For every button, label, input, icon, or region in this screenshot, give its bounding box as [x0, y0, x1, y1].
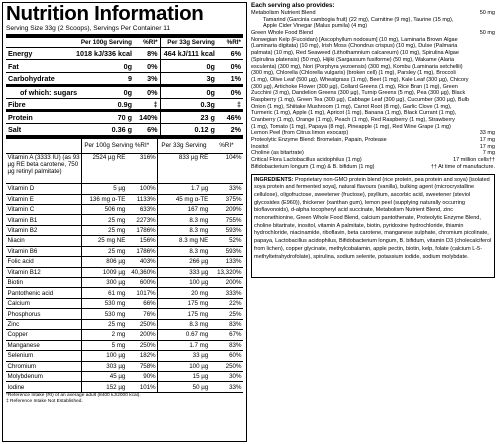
vitamin-row: [6, 267, 243, 277]
panel-title: Nutrition Information: [6, 2, 204, 25]
blend-name: Green Whole Food Blend: [251, 30, 314, 37]
blend-amount: 50 mg: [479, 10, 495, 16]
blend-amount: 50 mg: [479, 30, 495, 37]
nutrient-line: [251, 130, 495, 137]
value-per-100g: 25 mg: [82, 225, 127, 235]
value-per-33g: 333 µg: [158, 267, 210, 277]
nutrient-label: Vitamin B12: [6, 267, 82, 277]
ri-per-33g: 13,320%: [210, 267, 243, 277]
nutrient-name: Proteolytic Enzyme Blend: Bromelain, Papain, Protease: [251, 137, 387, 144]
ri-per-33g: 33%: [210, 382, 243, 392]
value-per-33g: 8.3 mg NE: [158, 236, 210, 246]
ri-per-33g: 375%: [210, 194, 243, 204]
vitamin-row: [6, 330, 243, 340]
value-per-100g: 5 mg: [82, 340, 127, 350]
ri-per-33g: 33%: [210, 184, 243, 194]
supplement-title: Each serving also provides:: [251, 2, 335, 9]
value-per-100g: 152 µg: [82, 382, 127, 392]
nutrient-label: of which: sugars: [6, 85, 68, 98]
ri-per-33g: 52%: [210, 236, 243, 246]
vitamin-row: [6, 184, 243, 194]
macro-header-row: [6, 38, 243, 47]
blend-contents: Norwegian Kelp (Fucoidan) [Ascophyllum nodosum] (10 mg), Laminaria Brown Algae (Laminaria digitata) (10 mg), Irish Moss (Chondrus crispus) (10 mg), Dulse (Palmaria palmata) (10 mg), Red Seaweed (Lithothamnium calcareum) (10 mg), Spirulina Algae (Spirulina platensis) (50 mg), Hijiki (Sargassum fusiforme) (50 mg), Wakame (Alaria esculenta) (300 mg), Nori (Porphyra yezoensis) (300 mg), Kombu (Laminaria setchellii) (300 mg), Chlorella (Chlorella vulgaris) (broken cell) (1 mg), Parsley (1 mg), Broccoli (1 mg), Olive Leaf (500 µg), Wheatgrass (1 mg), Beet (1 mg), Kale Leaf (300 µg), Chicory (300 µg), Artichoke Flower (300 µg), Collard Greens (1 mg), Rice Bran (1 mg), Green Zucchini (3 mg), Dandelion Greens (300 µg), Turnip Greens (5 mg), Pea (300 µg), Black Raspberry (1 mg), Green Tea (300 µg), Cabbage Leaf (300 µg), Cucumber (300 µg), Bulb Onion (1 mg), Shiitake Mushroom (1 mg), Carrot Root (8 mg), Garlic Clove (1 mg), Turmeric (1 mg), Apple (1 mg), Apricot (1 mg), Banana (1 mg), Black Currant (1 mg), Cranberry (1 mg), Orange (1 mg), Peach (1 mg), Red Raspberry (1 mg), Strawberry (1 mg), Tomato (1 mg), Papaya (8 mg), Pineapple (1 mg), Red Wine Grape (1 mg): [251, 36, 469, 130]
value-per-100g: 0g: [68, 85, 134, 98]
col-header: Per 100g Serving: [68, 38, 134, 47]
ri-per-100g: 200%: [127, 330, 158, 340]
vitamin-row: [6, 371, 243, 381]
ri-per-33g: 0%: [217, 85, 243, 98]
col-header: %RI*: [127, 139, 158, 154]
macro-row: [6, 98, 243, 111]
col-header: Per 33g Serving: [160, 38, 217, 47]
nutrient-amount: 17 million cells††: [453, 157, 495, 164]
value-per-33g: 0g: [160, 85, 217, 98]
serving-info: Serving Size 33g (2 Scoops), Servings Per Container 11: [6, 25, 243, 38]
vitamin-row: [6, 382, 243, 392]
ri-per-33g: 25%: [210, 309, 243, 319]
value-per-33g: 15 µg: [158, 371, 210, 381]
nutrient-label: Vitamin B2: [6, 225, 82, 235]
vitamin-row: [6, 154, 243, 184]
ri-per-33g: 133%: [210, 257, 243, 267]
value-per-100g: 0.36 g: [68, 124, 134, 137]
value-per-33g: 50 µg: [158, 382, 210, 392]
nutrient-line: [251, 157, 495, 164]
nutrient-name: Inositol: [251, 143, 269, 150]
nutrient-line: [251, 137, 495, 144]
blend-heading: [251, 30, 495, 37]
value-per-33g: 167 mg: [158, 204, 210, 214]
ri-per-33g: 83%: [210, 319, 243, 329]
nutrient-label: Phosphorus: [6, 309, 82, 319]
value-per-100g: 136 mg α-TE: [82, 194, 127, 204]
blend-name: Metabolism Nutrient Blend: [251, 10, 316, 16]
value-per-33g: 1.7 mg: [158, 340, 210, 350]
nutrient-label: Chromium: [6, 361, 82, 371]
ri-per-100g: 101%: [127, 382, 158, 392]
value-per-100g: 806 µg: [82, 257, 127, 267]
value-per-100g: 100 µg: [82, 351, 127, 361]
col-header: %RI*: [134, 38, 160, 47]
ri-per-100g: 403%: [127, 257, 158, 267]
value-per-33g: 0.3g: [160, 98, 217, 111]
vitamin-row: [6, 257, 243, 267]
value-per-100g: 25 mg NE: [82, 236, 127, 246]
value-per-33g: 464 kJ/111 kcal: [160, 47, 217, 60]
macro-table: [6, 38, 243, 139]
ri-per-100g: 0%: [134, 85, 160, 98]
ri-per-33g: 755%: [210, 215, 243, 225]
value-per-33g: 175 mg: [158, 298, 210, 308]
nutrient-label: Fat: [6, 60, 68, 73]
ri-per-100g: 3%: [134, 73, 160, 86]
ri-per-33g: ‡: [217, 98, 243, 111]
nutrition-panel: [2, 2, 247, 442]
ri-per-100g: 1133%: [127, 194, 158, 204]
ri-per-100g: 90%: [127, 371, 158, 381]
macro-row: [6, 111, 243, 124]
nutrient-label: Vitamin D: [6, 184, 82, 194]
value-per-33g: 0g: [160, 60, 217, 73]
col-header: %RI*: [217, 38, 243, 47]
ri-per-33g: 209%: [210, 204, 243, 214]
nutrient-label: Vitamin B6: [6, 246, 82, 256]
value-per-100g: 303 µg: [82, 361, 127, 371]
nutrient-line: [251, 144, 495, 151]
col-header: %RI*: [210, 139, 243, 154]
ri-per-33g: 0%: [217, 60, 243, 73]
vitamin-row: [6, 288, 243, 298]
nutrient-label: Energy: [6, 47, 68, 60]
ri-per-100g: 758%: [127, 361, 158, 371]
ri-per-33g: 200%: [210, 278, 243, 288]
ri-per-100g: 2273%: [127, 215, 158, 225]
nutrient-label: Protein: [6, 111, 68, 124]
vitamin-row: [6, 194, 243, 204]
nutrient-line: [251, 150, 495, 157]
ri-per-33g: 593%: [210, 246, 243, 256]
col-header: Per 33g Serving: [158, 139, 210, 154]
vitamin-row: [6, 225, 243, 235]
nutrient-label: Selenium: [6, 351, 82, 361]
nutrient-name: Bifidobacterium longum (1 mg) & B. bifidum (1 mg): [251, 163, 375, 170]
nutrient-label: Iodine: [6, 382, 82, 392]
ri-per-33g: 60%: [210, 351, 243, 361]
ri-per-33g: 22%: [210, 298, 243, 308]
vitamin-row: [6, 319, 243, 329]
ri-per-33g: 593%: [210, 225, 243, 235]
value-per-33g: 45 mg α-TE: [158, 194, 210, 204]
nutrient-line: [251, 164, 495, 171]
blend-contents: Tamarind (Garcinia cambogia fruit) (22 mg), Carnitine (9 mg), Taurine (15 mg), Apple Cider Vinegar (Malus pumila) (4 mg): [263, 16, 454, 30]
nutrient-label: Vitamin E: [6, 194, 82, 204]
value-per-33g: 8.3 mg: [158, 319, 210, 329]
macro-row: [6, 47, 243, 60]
value-per-100g: 506 mg: [82, 204, 127, 214]
value-per-100g: 61 mg: [82, 288, 127, 298]
ri-per-100g: 250%: [127, 340, 158, 350]
ingredients-text: Proprietary non-GMO protein blend (rice protein, pea protein and soya) [isolated soya protein and fermented soya], natural flavours (vanilla), bulking agent (microcrystalline cellulose), oligofructose, sweetener (fructose), psyllium, ascorbic acid, sweetener (steviol glycosides (E960)), thickener (xanthan gum), lemon peel (supplying naturally occurring bioflavonoids), d-alpha tocopheryl acid succinate, Metabolism Nutrient Blend, zinc mononethionine, Green Whole Food Blend, calcium pantothenate, Proteolytic Enzyme Blend, choline bitartrate, inositol, vitamin A palmitate, biotin, pyridoxine hydrochloride, thiamin hydrochloride, niacinamide, riboflavin, beta carotene, manganese sulphate, chromium picolinate, papaya, Lactobacillus acidophilus, Bifidobacterium longum, B. bifidum, vitamin D3 (cholecalciferol from lichen), copper glycinate, methylcobalamin, apple pectin, biotin, kelp, folate (calcium L-5-methyltetrahydrofolate), spirulina, sodium selenite, potassium iodide, sodium molybdate.: [254, 176, 492, 260]
ri-per-100g: 76%: [127, 309, 158, 319]
value-per-100g: 0.9g: [68, 98, 134, 111]
nutrient-label: Pantothenic acid: [6, 288, 82, 298]
vitamin-row: [6, 278, 243, 288]
ri-per-100g: 8%: [134, 47, 160, 60]
ri-per-100g: 316%: [127, 154, 158, 184]
value-per-33g: 20 mg: [158, 288, 210, 298]
nutrient-label: Zinc: [6, 319, 82, 329]
footnote: *Reference Intake (RI) of an average adult (8400 kJ/2000 kcal).: [6, 392, 141, 398]
value-per-33g: 100 µg: [158, 278, 210, 288]
ri-per-100g: 633%: [127, 204, 158, 214]
ingredients-box: [251, 174, 495, 278]
nutrient-label: Calcium: [6, 298, 82, 308]
nutrient-label: Vitamin A (3333 IU) (as 93 µg RE beta carotene, 750 µg retinyl palmitate): [6, 154, 82, 184]
nutrient-label: Copper: [6, 330, 82, 340]
ri-per-33g: 67%: [210, 330, 243, 340]
col-header: Per 100g Serving: [82, 139, 127, 154]
nutrient-name: Critical Flora Lactobacillus acidophilus (1 mg): [251, 157, 362, 164]
vitamin-header-row: [6, 139, 243, 154]
vitamin-row: [6, 298, 243, 308]
supplement-panel: [251, 2, 495, 442]
footnote: ‡ Reference Intake Not Established.: [6, 398, 83, 404]
value-per-100g: 2524 µg RE: [82, 154, 127, 184]
value-per-100g: 25 mg: [82, 215, 127, 225]
value-per-100g: 25 mg: [82, 246, 127, 256]
value-per-33g: 266 µg: [158, 257, 210, 267]
nutrient-label: Biotin: [6, 278, 82, 288]
value-per-33g: 33 µg: [158, 351, 210, 361]
nutrient-label: Manganese: [6, 340, 82, 350]
single-nutrients: [251, 130, 495, 170]
ri-per-100g: 0%: [134, 60, 160, 73]
ri-per-33g: 104%: [210, 154, 243, 184]
value-per-33g: 0.12 g: [160, 124, 217, 137]
vitamin-row: [6, 204, 243, 214]
value-per-100g: 45 µg: [82, 371, 127, 381]
nutrient-name: Lemon Peel (from Citrus limon exocarp): [251, 130, 349, 137]
nutrient-label: Carbohydrate: [6, 73, 68, 86]
nutrient-label: Vitamin C: [6, 204, 82, 214]
nutrient-label: Fibre: [6, 98, 68, 111]
value-per-100g: 300 µg: [82, 278, 127, 288]
value-per-33g: 3g: [160, 73, 217, 86]
value-per-33g: 0.67 mg: [158, 330, 210, 340]
value-per-100g: 1009 µg: [82, 267, 127, 277]
ri-per-33g: 83%: [210, 340, 243, 350]
ri-per-100g: ‡: [134, 98, 160, 111]
nutrient-label: Folic acid: [6, 257, 82, 267]
vitamin-row: [6, 246, 243, 256]
value-per-33g: 8.3 mg: [158, 246, 210, 256]
value-per-33g: 8.3 mg: [158, 225, 210, 235]
nutrient-name: Choline (as bitartrate): [251, 150, 304, 157]
ri-per-100g: 140%: [134, 111, 160, 124]
value-per-33g: 8.3 mg: [158, 215, 210, 225]
nutrient-amount: 33 mg: [479, 130, 495, 137]
value-per-100g: 0g: [68, 60, 134, 73]
ri-per-100g: 600%: [127, 278, 158, 288]
vitamin-row: [6, 351, 243, 361]
vitamin-row: [6, 236, 243, 246]
ri-per-100g: 100%: [127, 184, 158, 194]
vitamin-row: [6, 309, 243, 319]
ri-per-33g: 1%: [217, 73, 243, 86]
macro-row: [6, 124, 243, 137]
nutrient-amount: †† At time of manufacture.: [430, 163, 495, 170]
vitamin-row: [6, 340, 243, 350]
vitamin-row: [6, 215, 243, 225]
macro-row: [6, 85, 243, 98]
value-per-33g: 833 µg RE: [158, 154, 210, 184]
nutrient-amount: 7 mg: [482, 150, 495, 157]
ri-per-100g: 66%: [127, 298, 158, 308]
ri-per-33g: 2%: [217, 124, 243, 137]
value-per-100g: 9: [68, 73, 134, 86]
ri-per-100g: 182%: [127, 351, 158, 361]
ri-per-33g: 30%: [210, 371, 243, 381]
ri-per-33g: 46%: [217, 111, 243, 124]
ingredients-label: INGREDIENTS:: [254, 176, 294, 183]
ri-per-33g: 6%: [217, 47, 243, 60]
value-per-100g: 5 µg: [82, 184, 127, 194]
ri-per-33g: 250%: [210, 361, 243, 371]
ri-per-100g: 1786%: [127, 225, 158, 235]
ri-per-100g: 1017%: [127, 288, 158, 298]
vitamin-table: [6, 139, 243, 393]
nutrient-amount: 17 mg: [479, 137, 495, 144]
value-per-100g: 70 g: [68, 111, 134, 124]
nutrient-label: Niacin: [6, 236, 82, 246]
value-per-33g: 1.7 µg: [158, 184, 210, 194]
vitamin-row: [6, 361, 243, 371]
nutrient-label: Molybdenum: [6, 371, 82, 381]
ri-per-100g: 40,360%: [127, 267, 158, 277]
ri-per-100g: 6%: [134, 124, 160, 137]
value-per-33g: 175 mg: [158, 309, 210, 319]
nutrient-amount: 17 mg: [479, 143, 495, 150]
value-per-33g: 100 µg: [158, 361, 210, 371]
macro-row: [6, 73, 243, 86]
ri-per-33g: 333%: [210, 288, 243, 298]
macro-body: [6, 47, 243, 137]
value-per-100g: 1018 kJ/336 kcal: [68, 47, 134, 60]
nutrient-label: Vitamin B1: [6, 215, 82, 225]
ri-per-100g: 1786%: [127, 246, 158, 256]
ri-per-100g: 250%: [127, 319, 158, 329]
vitamin-body: [6, 154, 243, 393]
nutrient-label: Salt: [6, 124, 68, 137]
blend-heading: [251, 10, 495, 17]
value-per-100g: 2 mg: [82, 330, 127, 340]
value-per-100g: 530 mg: [82, 298, 127, 308]
value-per-100g: 25 mg: [82, 319, 127, 329]
value-per-33g: 23 g: [160, 111, 217, 124]
value-per-100g: 530 mg: [82, 309, 127, 319]
macro-row: [6, 60, 243, 73]
ri-per-100g: 156%: [127, 236, 158, 246]
